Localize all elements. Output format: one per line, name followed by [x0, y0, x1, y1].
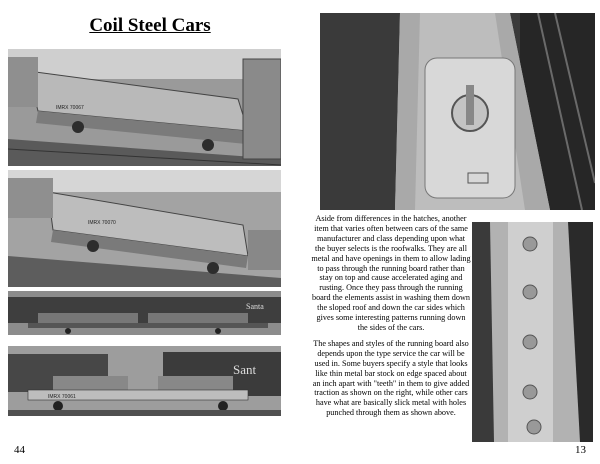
page-number-right: 13 — [575, 444, 586, 456]
photo-coil-car-1 — [8, 49, 281, 166]
car-marking: IMRX 70067 — [56, 105, 84, 111]
photo-coil-car-3 — [8, 291, 281, 335]
photo-running-board — [472, 222, 593, 442]
hopper-lettering: Santa — [246, 302, 264, 311]
photo-roof-hatch — [320, 13, 595, 210]
page-number-left: 44 — [14, 444, 25, 456]
photo-coil-car-2 — [8, 170, 281, 287]
hopper-lettering: Sant — [233, 362, 257, 377]
car-marking: IMRX 70061 — [48, 394, 76, 400]
paragraph-2: The shapes and styles of the running board also depends upon the type service the car will be used in. Some buyers specify a style that looks like thin metal bar stock on edge spaced about an inch apart with "teeth" in them to give added traction as shown on the right, while other cars have what are basically slick metal with holes punched through them as shown above. — [312, 338, 470, 418]
body-text — [311, 214, 471, 424]
car-marking: IMRX 70070 — [88, 220, 116, 226]
photo-coil-car-4 — [8, 346, 281, 416]
page-title: Coil Steel Cars — [89, 15, 211, 36]
paragraph-1: Aside from differences in the hatches, another item that varies often between cars of the same manufacturer and class depending upon what the buyer selects is the roofwalks. They are all metal and have openings in them to allow lading to pass through the running board rather than stay on top and cause accelerated aging and rusting. Once they pass through the running board the elements assist in washing them down the sloped roof and down the car sides which gives some interesting patterns running down the sides of the cars. — [311, 214, 471, 332]
